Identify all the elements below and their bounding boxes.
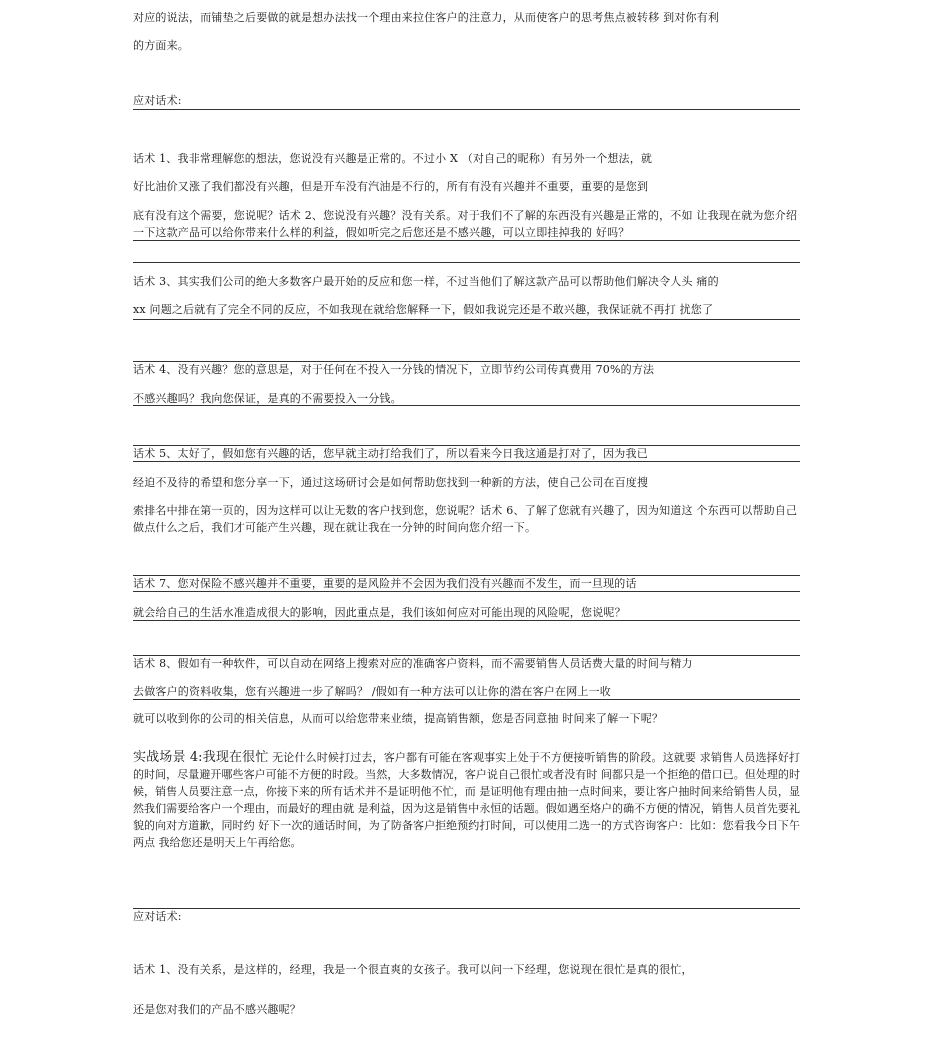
scene-body: 无论什么时候打过去，客户都有可能在客观事实上处于不方便接听销售的阶段。这就要 求销售人员选择好打的时间，尽量避开哪些客户可能不方便的时段。当然，大多数情况，客户说自己很忙或者没有时 间都只是一个拒绝的借口已。但处理的时候，销售人员要注意一点，你接下来的所有话术并不是证明他不忙，而 是证明他有理由抽一点时间来，要让客户抽时间来给销售人员，显然我们需要给客户一个理由，而最好的理由就 是利益，因为这是销售中永恒的话题。假如遇至烙户的确不方便的情况，销售人员首先要礼貌的向对方道歉，同时约 好下一次的通话时间，为了防备客户拒绝预约打时间，可以使用二选一的方式咨询客户：比如：您看我今日下午两点 我给您还是明天上午再给您。 (133, 751, 800, 849)
script-8-line-1: 话术 8、假如有一种软件，可以自动在网络上搜索对应的准确客户资料，而不需要销售人员话费大量的时间与精力 (133, 657, 693, 670)
intro-line-1: 对应的说法，而铺垫之后要做的就是想办法找一个理由来拉住客户的注意力，从而使客户的思考焦点被转移 到对你有利 (133, 11, 720, 24)
rule-line (133, 461, 800, 462)
rule-line (133, 699, 800, 700)
reply-script-1-line-1: 话术 1、没有关系，是这样的，经理，我是一个很直爽的女孩子。我可以问一下经理，您说现在很忙是真的很忙， (133, 963, 693, 976)
reply-label: 应对话术: (133, 94, 182, 107)
rule-line (133, 908, 800, 909)
reply-label-2: 应对话术: (133, 910, 182, 923)
rule-line (133, 319, 800, 320)
rule-line (133, 240, 800, 241)
script-8-line-2: 去做客户的资料收集，您有兴趣进一步了解吗？ /假如有一种方法可以让你的潜在客户在网上一收 (133, 685, 611, 698)
script-5-line-1: 话术 5、太好了，假如您有兴趣的话，您早就主动打给我们了，所以看来今日我这通是打对了，因为我已 (133, 447, 648, 460)
script-1-line-1: 话术 1、我非常理解您的想法，您说没有兴趣是正常的。不过小 X （对自己的昵称）有另外一个想法，就 (133, 152, 653, 165)
script-7-line-1: 话术 7、您对保险不感兴趣并不重要，重要的是风险并不会因为我们没有兴趣而不发生，而一旦现的话 (133, 577, 637, 590)
script-5-6-paragraph: 索排名中排在第一页的，因为这样可以让无数的客户找到您，您说呢？话术 6、了解了您就有兴趣了，因为知道这 个东西可以帮助自己做点什么之后，我们才可能产生兴趣，现在就让我在一分钟的时间向您介绍一下。 (133, 504, 798, 534)
rule-line (133, 361, 800, 362)
script-4-line-1: 话术 4、没有兴趣？您的意思是，对于任何在不投入一分钱的情况下，立即节约公司传真费用 70%的方法 (133, 363, 655, 376)
scene-title: 实战场景 4:我现在很忙 (133, 750, 269, 765)
rule-line (133, 109, 800, 110)
script-4-line-2: 不感兴趣吗？我向您保证，是真的不需要投入一分钱。 (133, 392, 402, 405)
rule-line (133, 655, 800, 656)
script-1-line-2: 好比油价又涨了我们都没有兴趣，但是开车没有汽油是不行的，所有有没有兴趣并不重要，重要的是您到 (133, 180, 649, 193)
scene-paragraph (133, 749, 800, 851)
script-3-line-2: xx 问题之后就有了完全不同的反应，不如我现在就给您解释一下，假如我说完还是不敢兴趣，我保证就不再打 扰您了 (133, 303, 714, 316)
intro-line-2: 的方面来。 (133, 39, 189, 52)
rule-line (133, 445, 800, 446)
script-7-line-2: 就会给自己的生活水准造成很大的影响，因此重点是，我们该如何应对可能出现的风险呢，您说呢？ (133, 606, 626, 619)
rule-line (133, 575, 800, 576)
script-1-2-paragraph: 底有没有这个需要，您说呢？话术 2、您说没有兴趣？没有关系。对于我们不了解的东西没有兴趣是正常的，不如 让我现在就为您介绍一下这款产品可以给你带来什么样的利益，假如听完之后您还是不感兴趣，可以立即挂掉我的 好吗？ (133, 209, 798, 239)
rule-line (133, 405, 800, 406)
rule-line (133, 620, 800, 621)
reply-script-1-line-2: 还是您对我们的产品不感兴趣呢？ (133, 1003, 301, 1016)
rule-line (133, 591, 800, 592)
script-5-line-2: 经迫不及待的希望和您分享一下，通过这场研讨会是如何帮助您找到一种新的方法，使自己公司在百度搜 (133, 476, 649, 489)
script-3-line-1: 话术 3、其实我们公司的绝大多数客户最开始的反应和您一样，不过当他们了解这款产品可以帮助他们解决令人头 痛的 (133, 275, 719, 288)
rule-line (133, 262, 800, 263)
script-8-line-3: 就可以收到你的公司的相关信息，从而可以给您带来业绩，提高销售额，您是否同意抽 时间来了解一下呢？ (133, 712, 664, 725)
